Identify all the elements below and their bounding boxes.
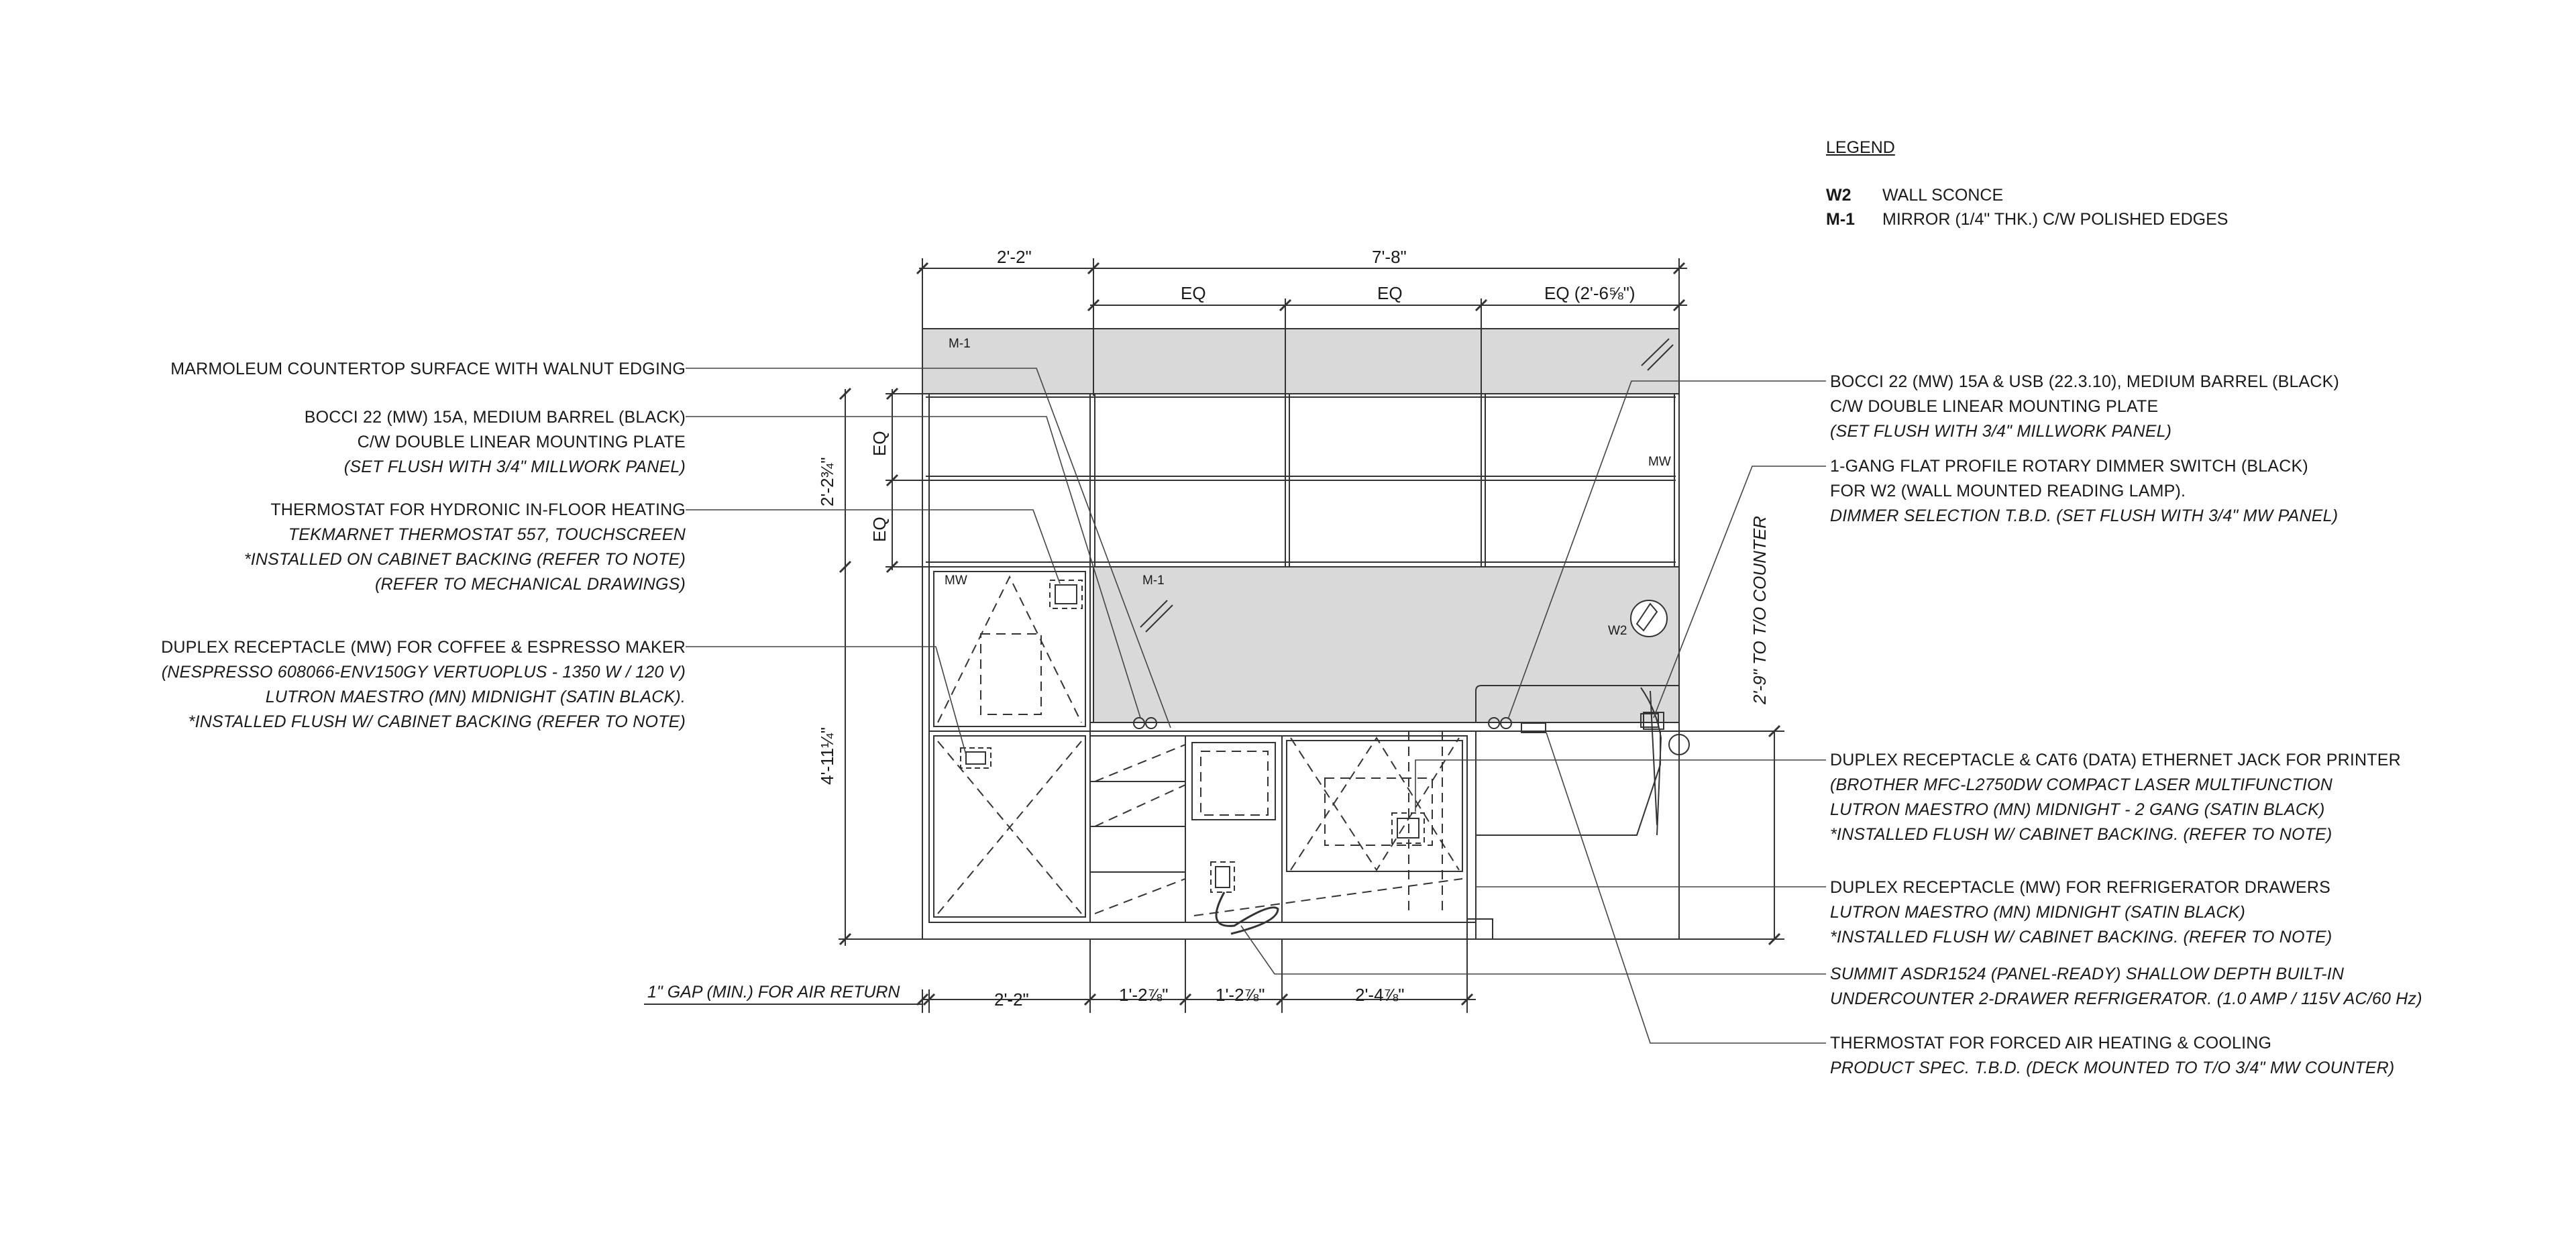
tag-mw-left: MW: [945, 574, 967, 588]
note-line: DIMMER SELECTION T.B.D. (SET FLUSH WITH 3/4" MW PANEL): [1830, 506, 2339, 525]
note-line: (NESPRESSO 608066-ENV150GY VERTUOPLUS - 1350 W / 120 V): [161, 663, 686, 682]
note-line: 1-GANG FLAT PROFILE ROTARY DIMMER SWITCH (BLACK): [1830, 457, 2308, 476]
tag-m1-top: M-1: [949, 337, 971, 351]
wall-sconce-w2: [1631, 600, 1667, 637]
dim-left-eq2: EQ: [869, 517, 890, 542]
legend-code: W2: [1826, 186, 1851, 205]
note-dimmer: [1830, 454, 2338, 529]
left-tall-cabinet: [929, 567, 1090, 922]
note-line: PRODUCT SPEC. T.B.D. (DECK MOUNTED TO T/O 3/4" MW COUNTER): [1830, 1059, 2395, 1077]
note-line: *INSTALLED FLUSH W/ CABINET BACKING. (REFER TO NOTE): [1830, 825, 2332, 844]
note-line: (BROTHER MFC-L2750DW COMPACT LASER MULTIFUNCTION: [1830, 775, 2333, 794]
dim-left-eq1: EQ: [869, 431, 890, 456]
note-duplex-printer: [1830, 748, 2401, 847]
note-line: BOCCI 22 (MW) 15A & USB (22.3.10), MEDIUM BARREL (BLACK): [1830, 372, 2340, 391]
legend-desc: MIRROR (1/4" THK.) C/W POLISHED EDGES: [1882, 210, 2229, 229]
note-line: LUTRON MAESTRO (MN) MIDNIGHT - 2 GANG (SATIN BLACK): [1830, 800, 2325, 819]
legend-item-m1: [1826, 210, 2228, 229]
note-line: TEKMARNET THERMOSTAT 557, TOUCHSCREEN: [288, 525, 686, 544]
dim-bottom-4: 2'-4⅞": [1355, 985, 1405, 1005]
dim-top-eq3: EQ (2'-6⅝"): [1544, 283, 1635, 303]
dim-bottom-2: 1'-2⅞": [1119, 985, 1169, 1005]
tag-w2: W2: [1608, 624, 1627, 638]
note-thermostat-hydronic: [244, 498, 686, 597]
legend-code: M-1: [1826, 210, 1856, 229]
note-line: LUTRON MAESTRO (MN) MIDNIGHT (SATIN BLACK): [1830, 903, 2246, 922]
dim-top-eq1: EQ: [1181, 283, 1206, 303]
dim-top-left: 2'-2": [997, 247, 1032, 267]
note-line: SUMMIT ASDR1524 (PANEL-READY) SHALLOW DEPTH BUILT-IN: [1830, 965, 2345, 983]
note-line: FOR W2 (WALL MOUNTED READING LAMP).: [1830, 482, 2186, 500]
countertop-band: [922, 329, 1679, 394]
legend-item-w2: [1826, 186, 2003, 205]
dim-left-shelf-height: 2'-2¾": [817, 457, 837, 506]
dim-bottom-3: 1'-2⅞": [1216, 985, 1265, 1005]
note-duplex-coffee: [161, 635, 686, 735]
note-line: *INSTALLED ON CABINET BACKING (REFER TO NOTE): [244, 550, 686, 569]
mirror-m1-lower: [1093, 567, 1679, 722]
note-countertop: [170, 357, 686, 382]
note-line: DUPLEX RECEPTACLE (MW) FOR COFFEE & ESPRESSO MAKER: [161, 638, 686, 657]
note-line: *INSTALLED FLUSH W/ CABINET BACKING. (REFER TO NOTE): [1830, 928, 2332, 947]
dim-top-eq2: EQ: [1377, 283, 1403, 303]
note-thermostat-forced-air: [1830, 1031, 2394, 1081]
gap-note: 1" GAP (MIN.) FOR AIR RETURN: [647, 983, 900, 1002]
note-line: DUPLEX RECEPTACLE (MW) FOR REFRIGERATOR DRAWERS: [1830, 878, 2331, 897]
note-line: BOCCI 22 (MW) 15A, MEDIUM BARREL (BLACK): [304, 408, 686, 427]
legend-title: LEGEND: [1826, 138, 1895, 157]
note-line: DUPLEX RECEPTACLE & CAT6 (DATA) ETHERNET JACK FOR PRINTER: [1830, 751, 2401, 769]
base-cabinets: [1090, 731, 1493, 939]
upper-shelving: [926, 394, 1676, 567]
note-line: C/W DOUBLE LINEAR MOUNTING PLATE: [357, 433, 686, 451]
tag-m1-mid: M-1: [1142, 574, 1165, 588]
note-line: *INSTALLED FLUSH W/ CABINET BACKING (REFER TO NOTE): [188, 712, 686, 731]
note-bocci-right: [1830, 370, 2339, 444]
note-line: C/W DOUBLE LINEAR MOUNTING PLATE: [1830, 397, 2159, 416]
legend-desc: WALL SCONCE: [1882, 186, 2004, 205]
note-line: (SET FLUSH WITH 3/4" MILLWORK PANEL): [343, 457, 686, 476]
tag-mw-right: MW: [1648, 455, 1671, 469]
note-line: (REFER TO MECHANICAL DRAWINGS): [375, 575, 686, 594]
note-line: LUTRON MAESTRO (MN) MIDNIGHT (SATIN BLACK).: [265, 688, 686, 706]
note-refrigerator: [1830, 962, 2422, 1012]
dim-top-overall: 7'-8": [1372, 247, 1407, 267]
note-bocci-left: [305, 405, 686, 480]
note-line: MARMOLEUM COUNTERTOP SURFACE WITH WALNUT EDGING: [170, 360, 686, 378]
dim-left-total-height: 4'-11¼": [817, 727, 837, 785]
dim-bottom-1: 2'-2": [994, 989, 1029, 1010]
note-duplex-refrigerator: [1830, 875, 2332, 950]
note-line: (SET FLUSH WITH 3/4" MILLWORK PANEL): [1830, 422, 2172, 441]
note-line: THERMOSTAT FOR FORCED AIR HEATING & COOLING: [1830, 1034, 2272, 1052]
note-line: UNDERCOUNTER 2-DRAWER REFRIGERATOR. (1.0 AMP / 115V AC/60 Hz): [1830, 989, 2422, 1008]
dim-right-height: 2'-9" TO T/O COUNTER: [1750, 516, 1770, 704]
note-line: THERMOSTAT FOR HYDRONIC IN-FLOOR HEATING: [270, 500, 686, 519]
